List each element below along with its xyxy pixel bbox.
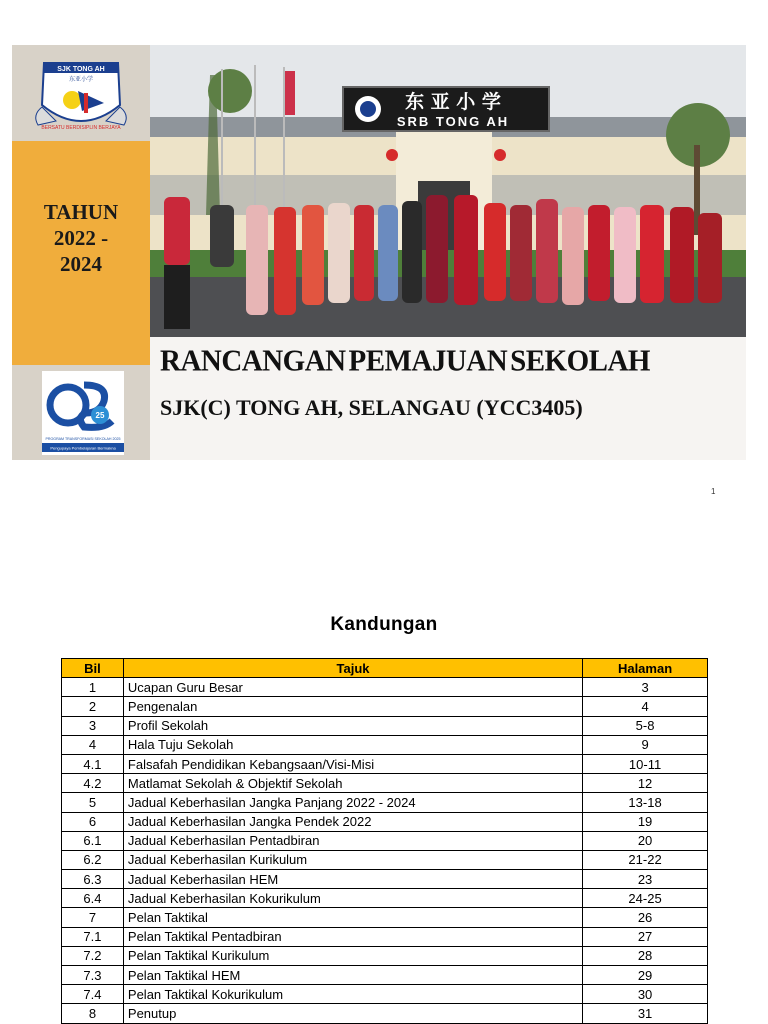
cover-title-area: [150, 337, 746, 460]
toc-bil-cell: 2: [62, 697, 124, 716]
table-row: [62, 812, 708, 831]
toc-bil-cell: 6: [62, 812, 124, 831]
year-label: TAHUN: [43, 200, 119, 224]
toc-halaman-cell: 4: [583, 697, 708, 716]
toc-header-row: [62, 659, 708, 678]
school-crest-panel: [12, 45, 150, 141]
svg-text:25: 25: [95, 411, 105, 420]
title-word-2: PEMAJUAN: [348, 344, 508, 378]
school-group-photo-illustration: [150, 45, 746, 337]
table-row: [62, 1004, 708, 1023]
toc-halaman-cell: 28: [583, 946, 708, 965]
toc-bil-cell: 8: [62, 1004, 124, 1023]
toc-tajuk-cell: Pelan Taktikal HEM: [123, 966, 582, 985]
toc-col-bil: Bil: [62, 659, 124, 678]
title-word-1: RANCANGAN: [160, 344, 346, 378]
toc-tajuk-cell: Jadual Keberhasilan Jangka Panjang 2022 - 2024: [123, 793, 582, 812]
cover-subtitle: SJK(C) TONG AH, SELANGAU (YCC3405): [160, 395, 583, 420]
toc-bil-cell: 6.3: [62, 870, 124, 889]
year-panel: [12, 141, 150, 365]
toc-tajuk-cell: Pelan Taktikal Pentadbiran: [123, 927, 582, 946]
toc-halaman-cell: 31: [583, 1004, 708, 1023]
table-row: [62, 985, 708, 1004]
table-row: [62, 889, 708, 908]
toc-halaman-cell: 26: [583, 908, 708, 927]
toc-halaman-cell: 19: [583, 812, 708, 831]
ts25-panel: [12, 365, 150, 460]
page-number: 1: [711, 487, 716, 496]
table-row: [62, 716, 708, 735]
toc-tajuk-cell: Jadual Keberhasilan HEM: [123, 870, 582, 889]
toc-tajuk-cell: Falsafah Pendidikan Kebangsaan/Visi-Misi: [123, 754, 582, 773]
toc-bil-cell: 4: [62, 735, 124, 754]
crest-motto: BERSATU BERDISIPLIN BERJAYA: [41, 125, 121, 131]
table-row: [62, 870, 708, 889]
ts25-caption: PROGRAM TRANSFORMASI SEKOLAH 2025: [45, 437, 121, 441]
toc-halaman-cell: 23: [583, 870, 708, 889]
table-row: [62, 946, 708, 965]
table-row: [62, 908, 708, 927]
crest-top-text: SJK TONG AH: [57, 66, 105, 73]
toc-heading: Kandungan: [330, 614, 438, 635]
cover-left-column: [12, 45, 150, 460]
table-row: [62, 678, 708, 697]
table-row: [62, 735, 708, 754]
toc-halaman-cell: 21-22: [583, 850, 708, 869]
toc-halaman-cell: 3: [583, 678, 708, 697]
crest-chinese-text: 东亚小学: [68, 76, 94, 83]
toc-tajuk-cell: Pelan Taktikal Kokurikulum: [123, 985, 582, 1004]
toc-bil-cell: 6.2: [62, 850, 124, 869]
toc-tajuk-cell: Penutup: [123, 1004, 582, 1023]
toc-bil-cell: 6.4: [62, 889, 124, 908]
toc-halaman-cell: 27: [583, 927, 708, 946]
toc-tajuk-cell: Pelan Taktikal: [123, 908, 582, 927]
toc-tajuk-cell: Profil Sekolah: [123, 716, 582, 735]
sign-chinese-text: 东 亚 小 学: [405, 91, 501, 113]
toc-col-halaman: Halaman: [583, 659, 708, 678]
toc-bil-cell: 3: [62, 716, 124, 735]
toc-bil-cell: 7.2: [62, 946, 124, 965]
toc-tajuk-cell: Ucapan Guru Besar: [123, 678, 582, 697]
toc-bil-cell: 6.1: [62, 831, 124, 850]
toc-bil-cell: 7.1: [62, 927, 124, 946]
toc-halaman-cell: 29: [583, 966, 708, 985]
toc-col-tajuk: Tajuk: [123, 659, 582, 678]
toc-body: [62, 678, 708, 1023]
toc-halaman-cell: 10-11: [583, 754, 708, 773]
table-row: [62, 793, 708, 812]
toc-tajuk-cell: Jadual Keberhasilan Pentadbiran: [123, 831, 582, 850]
toc-halaman-cell: 24-25: [583, 889, 708, 908]
table-row: [62, 754, 708, 773]
year-start: 2022 -: [53, 226, 109, 250]
toc-tajuk-cell: Hala Tuju Sekolah: [123, 735, 582, 754]
table-row: [62, 697, 708, 716]
ts25-logo-icon: [12, 365, 150, 460]
toc-halaman-cell: 5-8: [583, 716, 708, 735]
toc-tajuk-cell: Matlamat Sekolah & Objektif Sekolah: [123, 774, 582, 793]
toc-tajuk-cell: Pengenalan: [123, 697, 582, 716]
toc-halaman-cell: 30: [583, 985, 708, 1004]
group-photo: [150, 45, 746, 337]
cover-title: [160, 344, 650, 379]
toc-table: [61, 658, 708, 1024]
year-end: 2024: [60, 252, 102, 276]
table-row: [62, 831, 708, 850]
sign-latin-text: SRB TONG AH: [396, 114, 510, 129]
toc-halaman-cell: 9: [583, 735, 708, 754]
toc-bil-cell: 7.4: [62, 985, 124, 1004]
toc-bil-cell: 7.3: [62, 966, 124, 985]
toc-halaman-cell: 13-18: [583, 793, 708, 812]
toc-bil-cell: 4.2: [62, 774, 124, 793]
title-word-3: SEKOLAH: [510, 344, 650, 378]
toc-bil-cell: 5: [62, 793, 124, 812]
table-row: [62, 966, 708, 985]
cover-page: [12, 45, 746, 460]
toc-halaman-cell: 20: [583, 831, 708, 850]
toc-bil-cell: 1: [62, 678, 124, 697]
table-row: [62, 850, 708, 869]
toc-tajuk-cell: Jadual Keberhasilan Kurikulum: [123, 850, 582, 869]
toc-halaman-cell: 12: [583, 774, 708, 793]
toc-tajuk-cell: Jadual Keberhasilan Jangka Pendek 2022: [123, 812, 582, 831]
ts25-tagline: Pengupaya Pembelajaran Bermakna: [50, 445, 116, 451]
toc-bil-cell: 4.1: [62, 754, 124, 773]
school-crest-icon: [12, 45, 150, 141]
toc-tajuk-cell: Jadual Keberhasilan Kokurikulum: [123, 889, 582, 908]
toc-tajuk-cell: Pelan Taktikal Kurikulum: [123, 946, 582, 965]
toc-bil-cell: 7: [62, 908, 124, 927]
table-row: [62, 927, 708, 946]
table-row: [62, 774, 708, 793]
